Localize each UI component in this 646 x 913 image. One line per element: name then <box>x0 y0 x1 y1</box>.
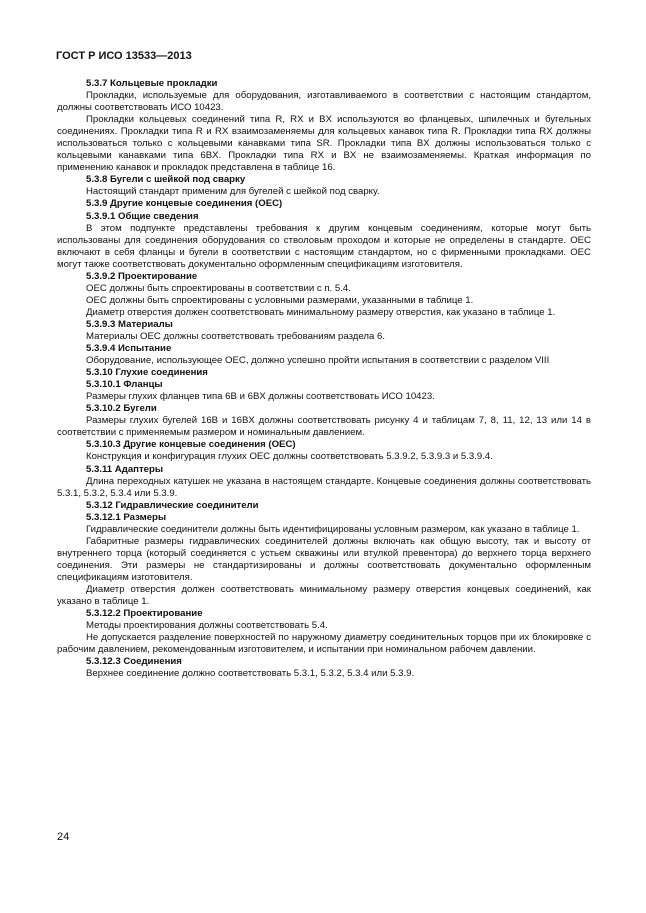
body-paragraph: В этом подпункте представлены требования к другим концевым соединениям, которые могут быть использованы для соединения оборудования со стволовым проходом и которые не определены в стандарте. OEC включают в себя фланцы и бугели в соответствии с настоящим стандартом, но с фирменными прокладками. OEC могут также соответствовать документально оформленным спецификациям изготовителя. <box>57 222 591 270</box>
section-heading: 5.3.9.4 Испытание <box>86 343 172 355</box>
section-heading: 5.3.9 Другие концевые соединения (OEC) <box>86 198 283 210</box>
section-heading: 5.3.8 Бугели с шейкой под сварку <box>86 174 246 186</box>
section-heading: 5.3.12.3 Соединения <box>86 656 182 668</box>
section-heading: 5.3.10.1 Фланцы <box>86 379 163 391</box>
body-paragraph: Гидравлические соединители должны быть идентифицированы условным размером, как указано в таблице 1. <box>86 523 580 535</box>
body-paragraph: Материалы OEC должны соответствовать требованиям раздела 6. <box>86 330 386 342</box>
body-paragraph: Прокладки кольцевых соединений типа R, RX и BX используются во фланцевых, шпилечных и бугельных соединениях. Прокладки типа R и RX взаимозаменяемы для кольцевых канавок типа R. Прокладки типа RX должны использоваться только с кольцевыми канавками типа SR. Прокладки типа BX должны использоваться только с кольцевыми канавками типа 6BX. Прокладки типа RX и BX не взаимозаменяемы. Краткая информация по применению канавок и прокладок представлена в таблице 16. <box>57 114 591 174</box>
section-heading: 5.3.9.3 Материалы <box>86 318 173 330</box>
section-heading: 5.3.12.1 Размеры <box>86 511 167 523</box>
body-paragraph: Верхнее соединение должно соответствовать 5.3.1, 5.3.2, 5.3.4 или 5.3.9. <box>86 668 415 680</box>
section-heading: 5.3.10 Глухие соединения <box>86 367 208 379</box>
body-paragraph: OEC должны быть спроектированы с условными размерами, указанными в таблице 1. <box>86 294 474 306</box>
document-body <box>57 78 591 680</box>
body-paragraph: Диаметр отверстия должен соответствовать минимальному размеру отверстия, как указано в таблице 1. <box>86 306 556 318</box>
body-paragraph: OEC должны быть спроектированы в соответствии с п. 5.4. <box>86 282 351 294</box>
section-heading: 5.3.9.1 Общие сведения <box>86 210 199 222</box>
section-heading: 5.3.12.2 Проектирование <box>86 608 203 620</box>
section-heading: 5.3.9.2 Проектирование <box>86 270 198 282</box>
body-paragraph: Габаритные размеры гидравлических соединителей должны включать как общую высоту, так и высоту от внутреннего торца (который соединяется с устьем скважины или втулкой превентора) до верхнего торца верхнего соединения. Эти размеры не стандартизированы и должны соответствовать документально оформленным спецификациям изготовителя. <box>57 535 591 583</box>
body-paragraph: Размеры глухих бугелей 16B и 16BX должны соответствовать рисунку 4 и таблицам 7, 8, 11, 12, 13 или 14 в соответствии с применяемым размером и номинальным давлением. <box>57 415 591 439</box>
section-heading: 5.3.10.2 Бугели <box>86 403 157 415</box>
body-paragraph: Методы проектирования должны соответствовать 5.4. <box>86 620 328 632</box>
section-heading: 5.3.12 Гидравлические соединители <box>86 499 259 511</box>
body-paragraph: Настоящий стандарт применим для бугелей с шейкой под сварку. <box>86 186 380 198</box>
body-paragraph: Не допускается разделение поверхностей по наружному диаметру соединительных торцов при их блокировке с рабочим давлением, рекомендованным изготовителем, и испытании при номинальном рабочем давлении. <box>57 632 591 656</box>
section-heading: 5.3.10.3 Другие концевые соединения (OEC) <box>86 439 296 451</box>
body-paragraph: Прокладки, используемые для оборудования, изготавливаемого в соответствии с настоящим стандартом, должны соответствовать ИСО 10423. <box>57 90 591 114</box>
page-number: 24 <box>57 831 70 843</box>
document-header: ГОСТ Р ИСО 13533—2013 <box>56 50 192 62</box>
section-heading: 5.3.11 Адаптеры <box>86 463 164 475</box>
body-paragraph: Длина переходных катушек не указана в настоящем стандарте. Концевые соединения должны соответствовать 5.3.1, 5.3.2, 5.3.4 или 5.3.9. <box>57 475 591 499</box>
body-paragraph: Конструкция и конфигурация глухих OEC должны соответствовать 5.3.9.2, 5.3.9.3 и 5.3.9.4. <box>86 451 493 463</box>
body-paragraph: Оборудование, использующее OEC, должно успешно пройти испытания в соответствии с разделом VIII <box>86 355 550 367</box>
body-paragraph: Диаметр отверстия должен соответствовать минимальному размеру отверстия концевых соединений, как указано в таблице 1. <box>57 583 591 608</box>
body-paragraph: Размеры глухих фланцев типа 6B и 6BX должны соответствовать ИСО 10423. <box>86 391 435 403</box>
section-heading: 5.3.7 Кольцевые прокладки <box>86 78 218 89</box>
